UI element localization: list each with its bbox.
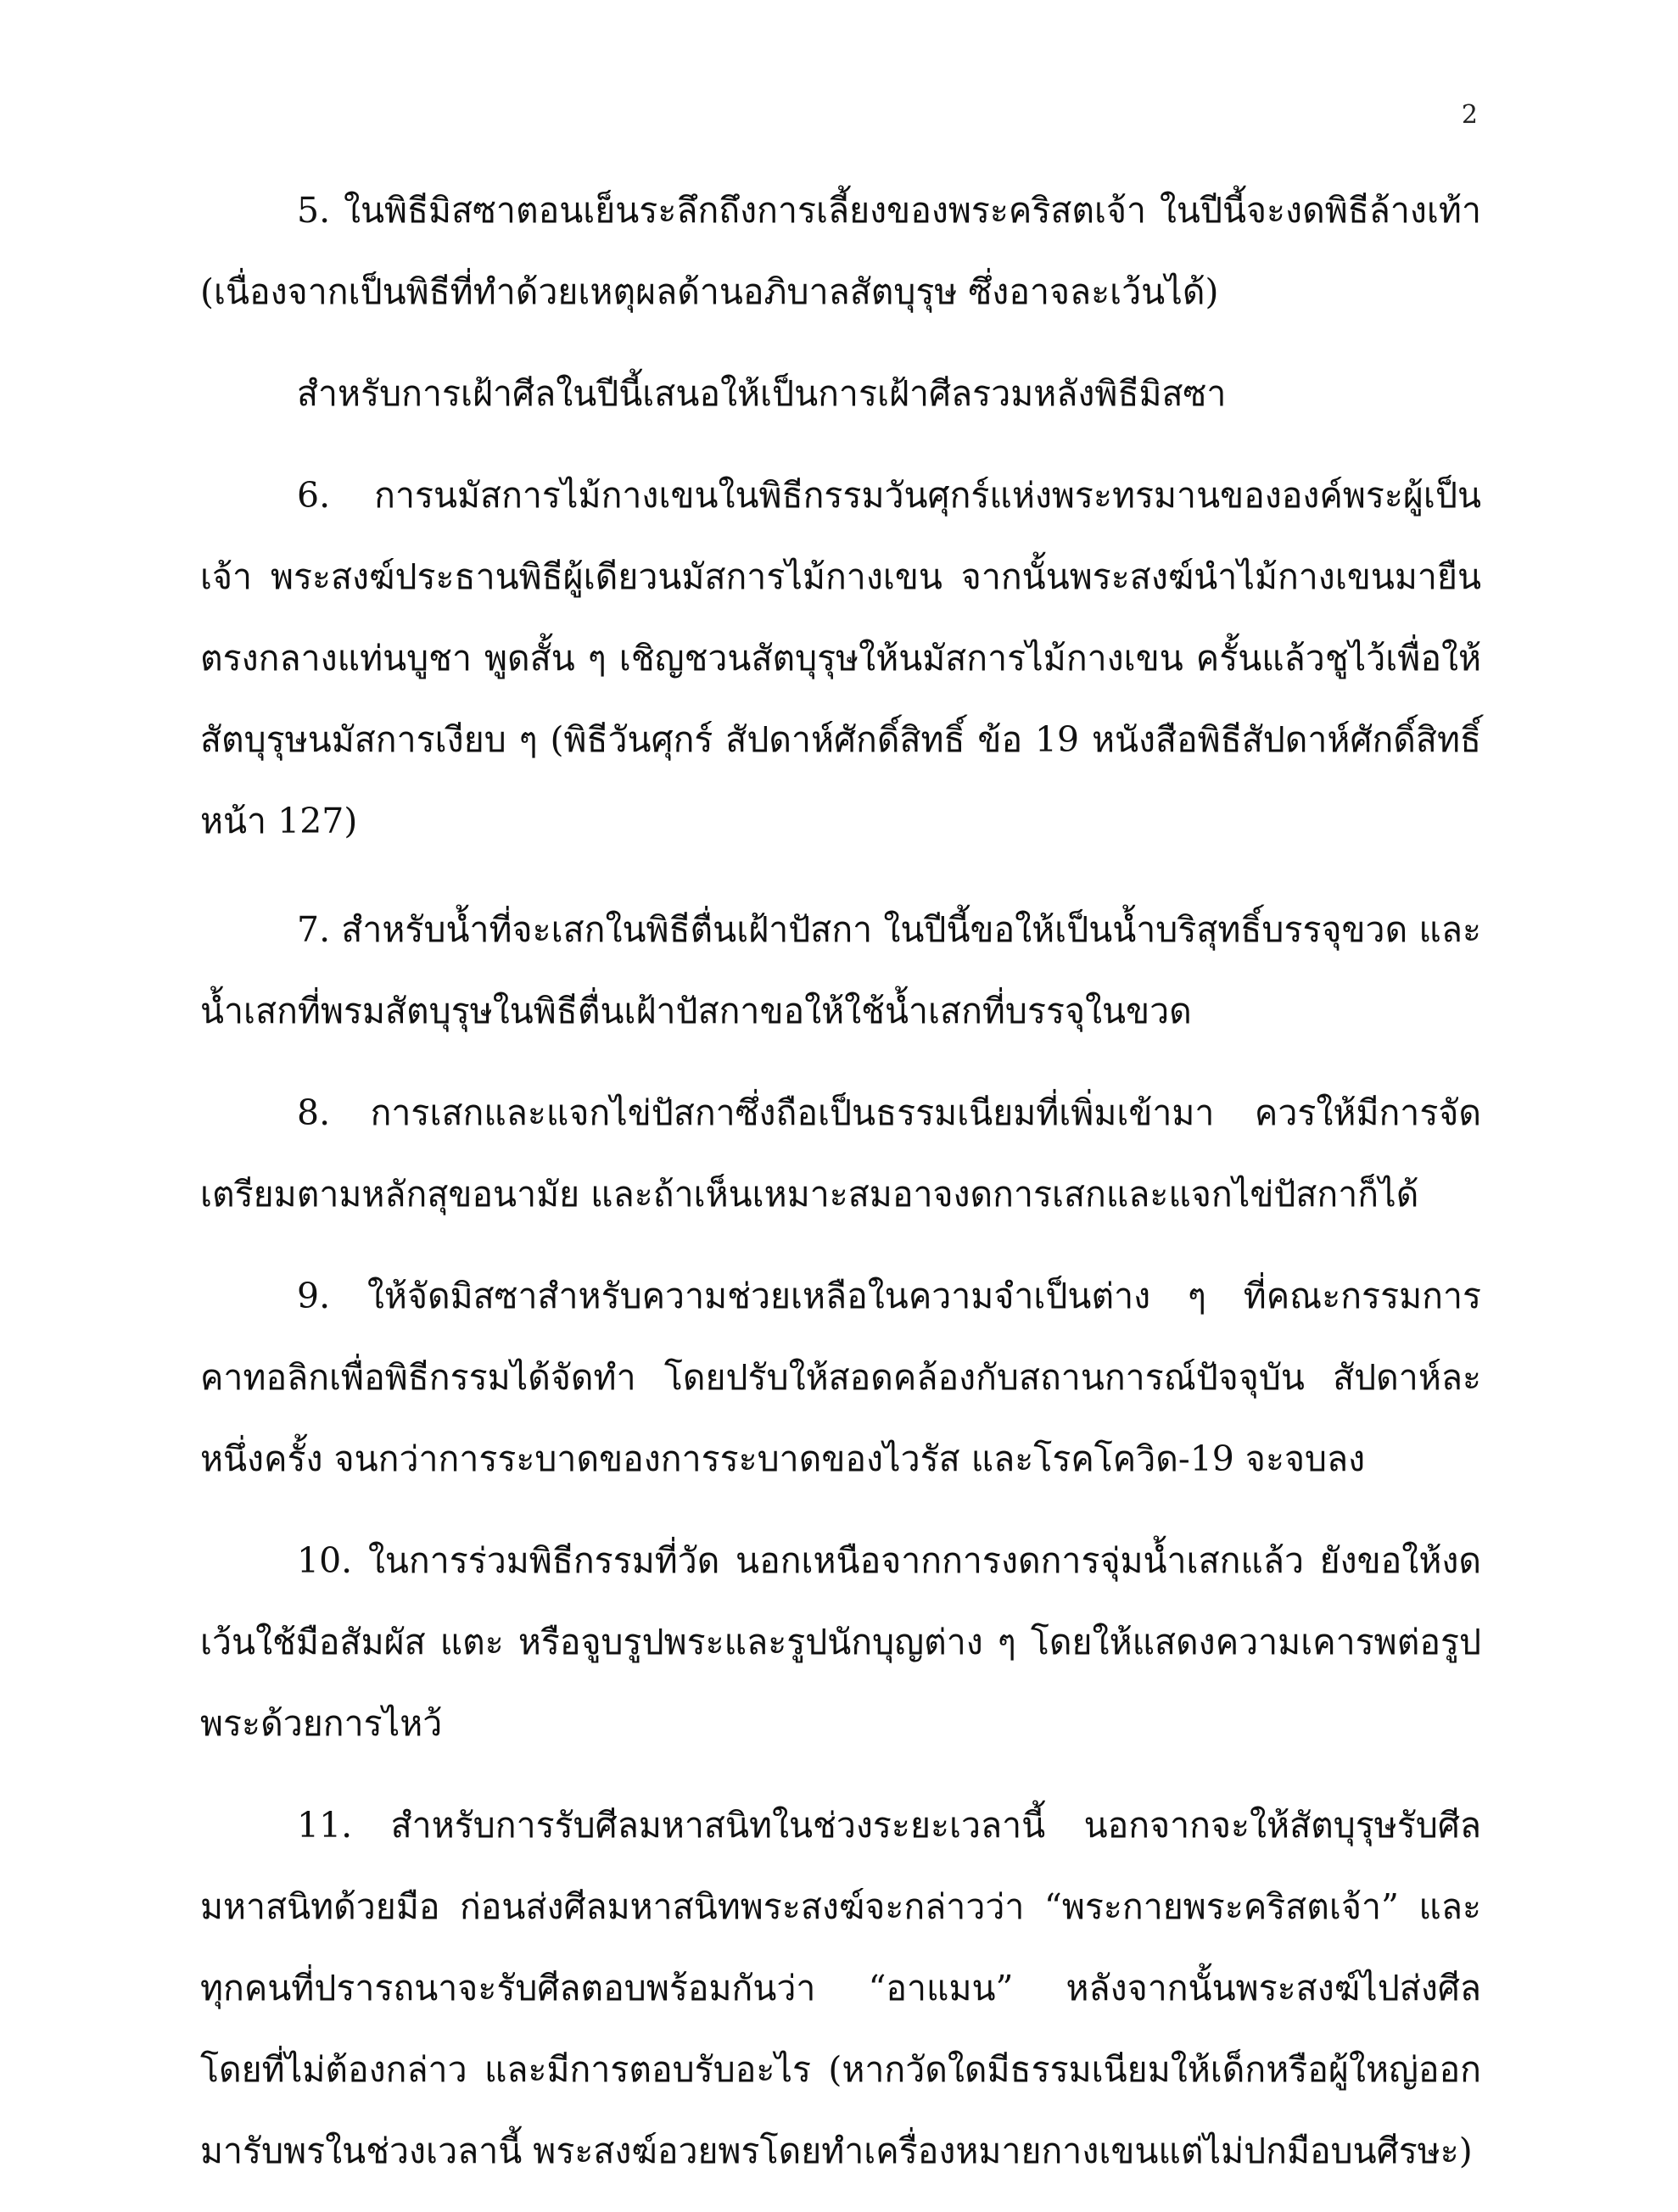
paragraph-item-9: 9. ให้จัดมิสซาสำหรับความช่วยเหลือในความจำเป็นต่าง ๆ ที่คณะกรรมการคาทอลิกเพื่อพิธีกรรมได้จัดทำ โดยปรับให้สอดคล้องกับสถานการณ์ปัจจุบัน สัปดาห์ละหนึ่งครั้ง จนกว่าการระบาดของการระบาดของไวรัส และโรคโควิด-19 จะจบลง: [200, 1276, 1481, 1479]
paragraph-item-10: 10. ในการร่วมพิธีกรรมที่วัด นอกเหนือจากการงดการจุ่มน้ำเสกแล้ว ยังขอให้งดเว้นใช้มือสัมผัส แตะ หรือจูบรูปพระและรูปนักบุญต่าง ๆ โดยให้แสดงความเคารพต่อรูปพระด้วยการไหว้: [200, 1540, 1481, 1744]
paragraph-item-6: 6. การนมัสการไม้กางเขนในพิธีกรรมวันศุกร์แห่งพระทรมานขององค์พระผู้เป็นเจ้า พระสงฆ์ประธานพิธีผู้เดียวนมัสการไม้กางเขน จากนั้นพระสงฆ์นำไม้กางเขนมายืนตรงกลางแท่นบูชา พูดสั้น ๆ เชิญชวนสัตบุรุษให้นมัสการไม้กางเขน ครั้นแล้วชูไว้เพื่อให้สัตบุรุษนมัสการเงียบ ๆ (พิธีวันศุกร์ สัปดาห์ศักดิ์สิทธิ์ ข้อ 19 หนังสือพิธีสัปดาห์ศักดิ์สิทธิ์ หน้า 127): [200, 475, 1481, 841]
paragraph-item-7: 7. สำหรับน้ำที่จะเสกในพิธีตื่นเฝ้าปัสกา ในปีนี้ขอให้เป็นน้ำบริสุทธิ์บรรจุขวด และน้ำเสกที่พรมสัตบุรุษในพิธีตื่นเฝ้าปัสกาขอให้ใช้น้ำเสกที่บรรจุในขวด: [200, 909, 1481, 1031]
paragraph-item-5: 5. ในพิธีมิสซาตอนเย็นระลึกถึงการเลี้ยงของพระคริสตเจ้า ในปีนี้จะงดพิธีล้างเท้า (เนื่องจากเป็นพิธีที่ทำด้วยเหตุผลด้านอภิบาลสัตบุรุษ ซึ่งอาจละเว้นได้): [200, 190, 1481, 312]
document-body: [200, 170, 1481, 2212]
paragraph-item-8: 8. การเสกและแจกไข่ปัสกาซึ่งถือเป็นธรรมเนียมที่เพิ่มเข้ามา ควรให้มีการจัดเตรียมตามหลักสุขอนามัย และถ้าเห็นเหมาะสมอาจงดการเสกและแจกไข่ปัสกาก็ได้: [200, 1092, 1481, 1215]
paragraph-item-11: 11. สำหรับการรับศีลมหาสนิทในช่วงระยะเวลานี้ นอกจากจะให้สัตบุรุษรับศีลมหาสนิทด้วยมือ ก่อนส่งศีลมหาสนิทพระสงฆ์จะกล่าวว่า “พระกายพระคริสตเจ้า” และทุกคนที่ปรารถนาจะรับศีลตอบพร้อมกันว่า “อาแมน” หลังจากนั้นพระสงฆ์ไปส่งศีลโดยที่ไม่ต้องกล่าว และมีการตอบรับอะไร (หากวัดใดมีธรรมเนียมให้เด็กหรือผู้ใหญ่ออกมารับพรในช่วงเวลานี้ พระสงฆ์อวยพรโดยทำเครื่องหมายกางเขนแต่ไม่ปกมือบนศีรษะ): [200, 1805, 1481, 2171]
paragraph-vigil-note: สำหรับการเฝ้าศีลในปีนี้เสนอให้เป็นการเฝ้าศีลรวมหลังพิธีมิสซา: [297, 373, 1227, 414]
page-number: 2: [1461, 100, 1478, 130]
